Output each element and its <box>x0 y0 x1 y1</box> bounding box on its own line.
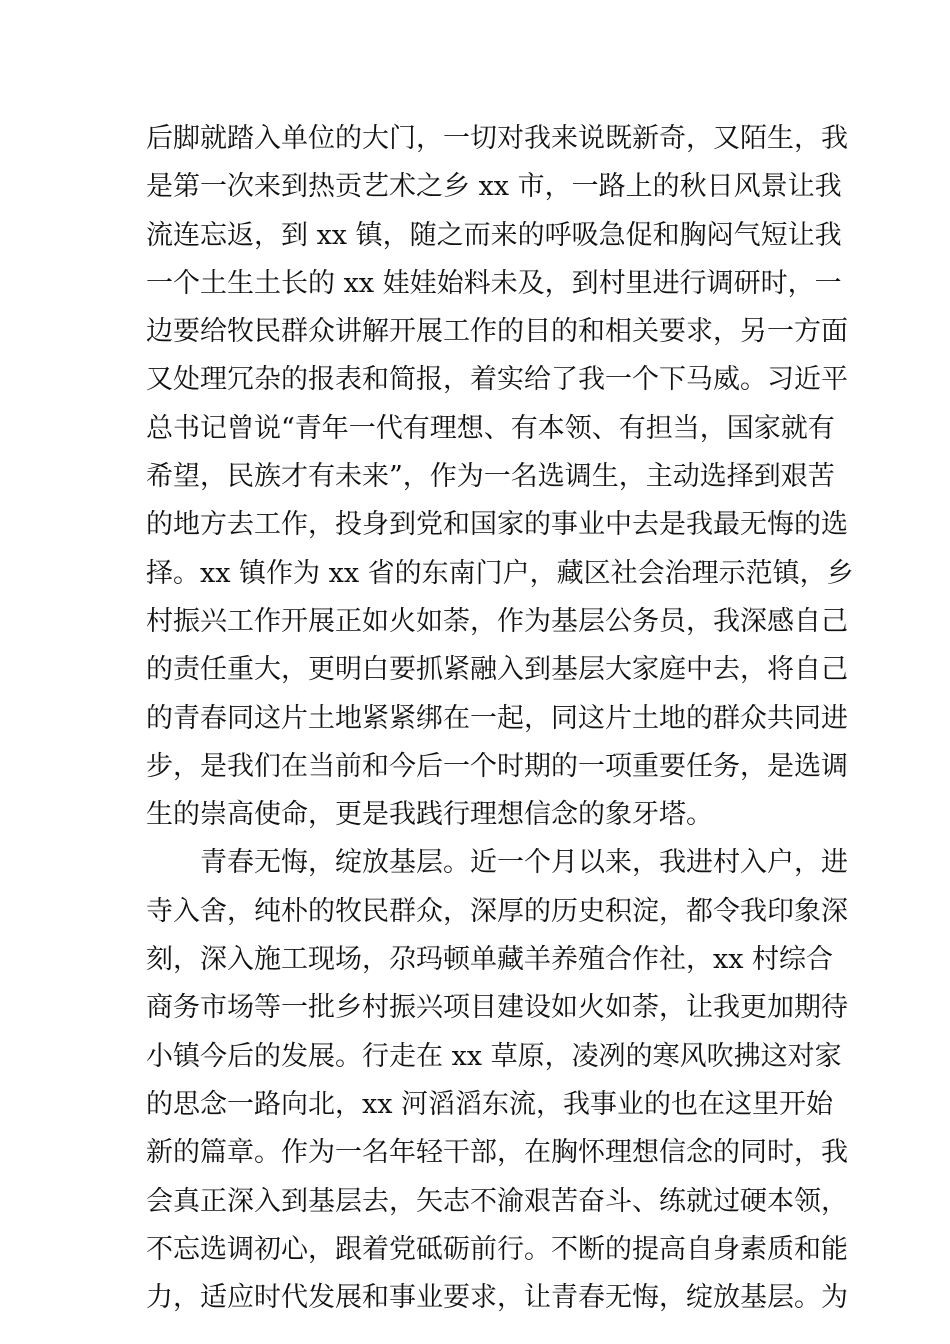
paragraph-1 <box>146 115 854 839</box>
text-line: 总书记曾说“青年一代有理想、有本领、有担当，国家就有 <box>146 412 835 444</box>
text-line: 的青春同这片土地紧紧绑在一起，同这片土地的群众共同进 <box>146 702 848 734</box>
text-line: 的地方去工作，投身到党和国家的事业中去是我最无悔的选 <box>146 509 848 541</box>
text-line: 步，是我们在当前和今后一个时期的一项重要任务，是选调 <box>146 750 848 782</box>
text-line: 希望，民族才有未来”，作为一名选调生，主动选择到艰苦 <box>146 461 835 493</box>
text-line: 不忘选调初心，跟着党砥砺前行。不断的提高自身素质和能 <box>146 1233 848 1265</box>
text-line: 的责任重大，更明白要抓紧融入到基层大家庭中去，将自己 <box>146 654 848 686</box>
text-line: 边要给牧民群众讲解开展工作的目的和相关要求，另一方面 <box>146 316 848 348</box>
text-line: 后脚就踏入单位的大门，一切对我来说既新奇，又陌生，我 <box>146 123 848 154</box>
text-line: 寺入舍，纯朴的牧民群众，深厚的历史积淀，都令我印象深 <box>146 895 848 927</box>
text-line: 择。xx 镇作为 xx 省的东南门户，藏区社会治理示范镇，乡 <box>146 557 854 589</box>
text-line: 力，适应时代发展和事业要求，让青春无悔，绽放基层。为 <box>146 1282 848 1314</box>
text-line: 流连忘返，到 xx 镇，随之而来的呼吸急促和胸闷气短让我 <box>146 219 842 251</box>
document-body <box>146 115 854 1322</box>
text-line: 是第一次来到热贡艺术之乡 xx 市，一路上的秋日风景让我 <box>146 171 842 203</box>
text-line: 的思念一路向北，xx 河滔滔东流，我事业的也在这里开始 <box>146 1088 834 1120</box>
paragraph-2 <box>146 839 848 1322</box>
text-line: 新的篇章。作为一名年轻干部，在胸怀理想信念的同时，我 <box>146 1137 848 1169</box>
text-line: 商务市场等一批乡村振兴项目建设如火如荼，让我更加期待 <box>146 992 848 1024</box>
text-line: 刻，深入施工现场，尕玛顿单藏羊养殖合作社，xx 村综合 <box>146 944 834 976</box>
text-line: 小镇今后的发展。行走在 xx 草原，凌冽的寒风吹拂这对家 <box>146 1040 842 1072</box>
text-line: 生的崇高使命，更是我践行理想信念的象牙塔。 <box>146 799 713 831</box>
text-line: 会真正深入到基层去，矢志不渝艰苦奋斗、练就过硬本领， <box>146 1185 848 1217</box>
text-line: 青春无悔，绽放基层。近一个月以来，我进村入户，进 <box>200 847 848 879</box>
text-line: 又处理冗杂的报表和简报，着实给了我一个下马威。习近平 <box>146 364 848 396</box>
text-line: 一个土生土长的 xx 娃娃始料未及，到村里进行调研时，一 <box>146 267 842 299</box>
text-line: 村振兴工作开展正如火如荼，作为基层公务员，我深感自己 <box>146 605 848 637</box>
